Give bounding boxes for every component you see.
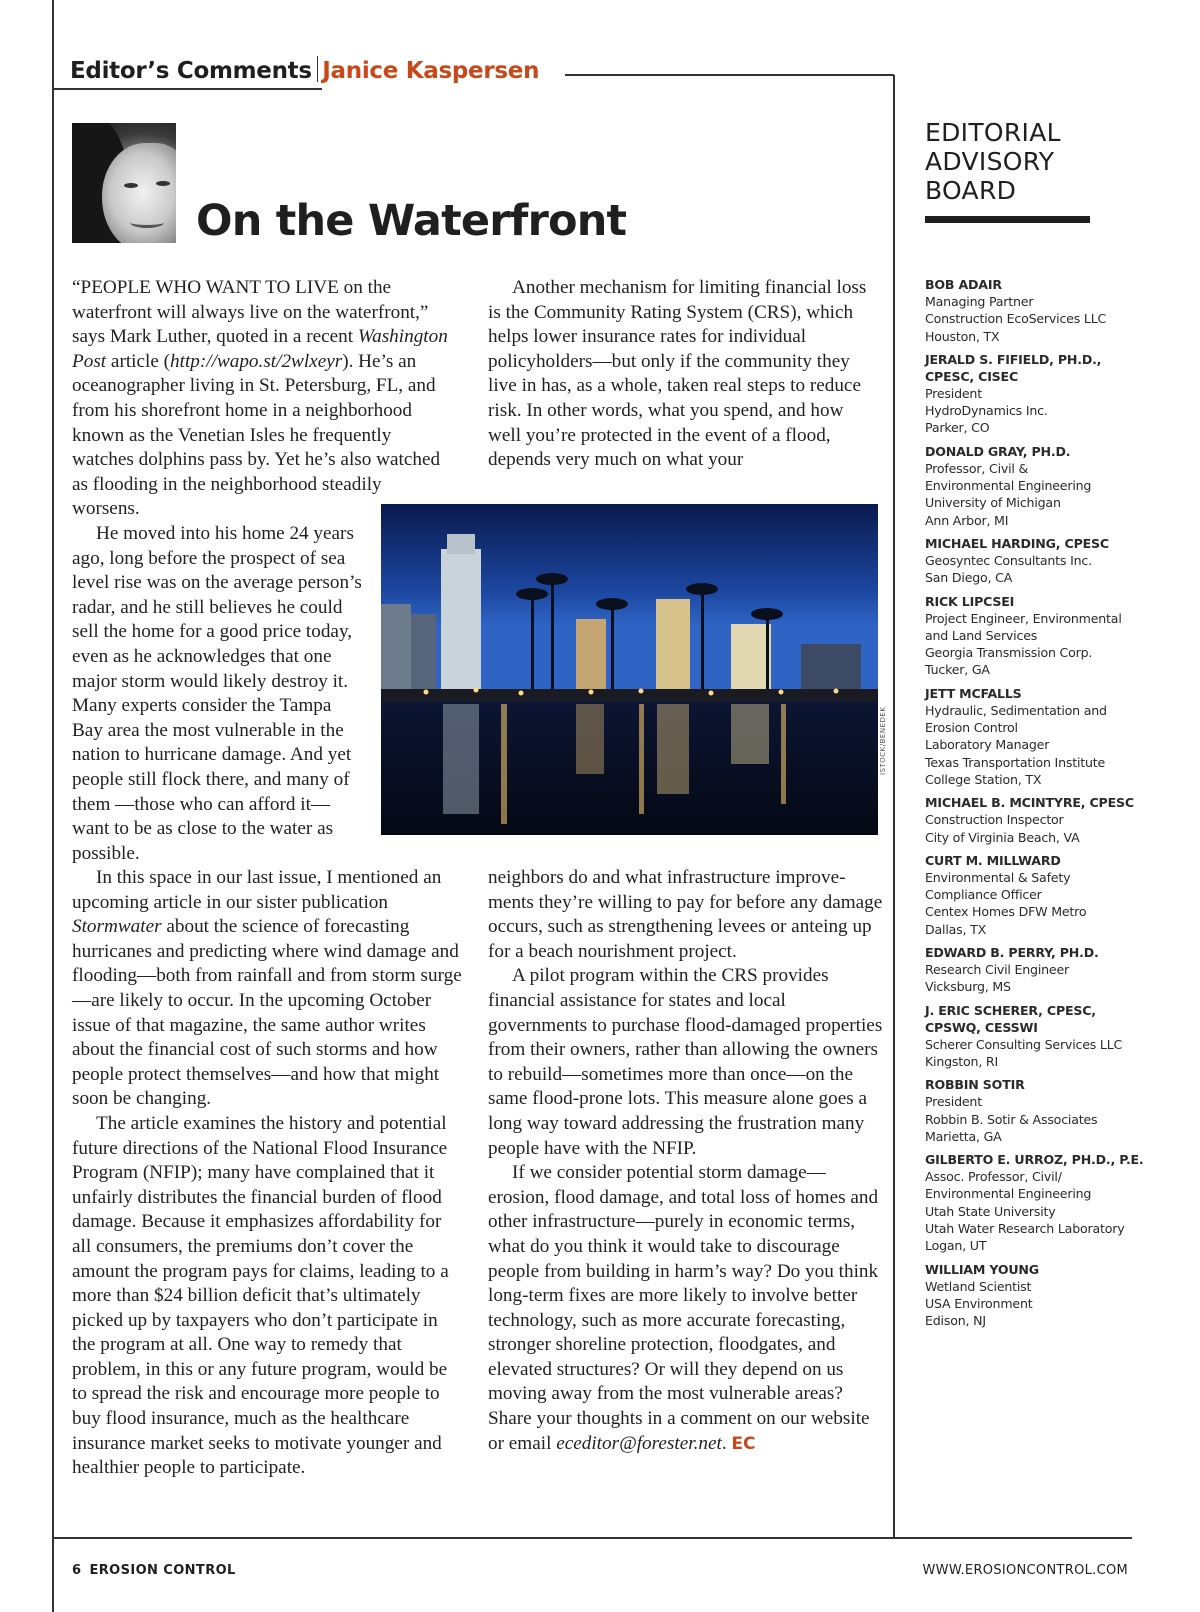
board-member-detail: Edison, NJ: [925, 1313, 986, 1329]
board-member-name: BOB ADAIR: [925, 277, 1002, 292]
board-title-rule: [925, 216, 1090, 223]
board-member-name: DONALD GRAY, PH.D.: [925, 443, 1071, 459]
photo-credit: ISTOCK/BENEDEK: [879, 706, 887, 775]
footer-website[interactable]: WWW.EROSIONCONTROL.COM: [922, 1563, 1128, 1578]
waterfront-skyline-illustration: [381, 504, 878, 835]
author-photo-eye: [124, 183, 138, 188]
board-member-name: GILBERTO E. URROZ, PH.D., P.E.: [925, 1152, 1144, 1168]
text-run: article (: [106, 350, 171, 372]
publication-name: EROSION CONTROL: [89, 1563, 236, 1578]
board-member: [925, 944, 1170, 996]
board-member-detail: Texas Transportation Institute: [925, 754, 1106, 770]
board-member-detail: Environmental Engineering: [925, 1186, 1092, 1202]
board-member: [925, 794, 1170, 846]
board-member-detail: Kingston, RI: [925, 1053, 998, 1069]
board-member-detail: Compliance Officer: [925, 887, 1042, 903]
board-member-name: MICHAEL B. MCINTYRE, CPESC: [925, 795, 1134, 811]
article-paragraph: [72, 276, 452, 522]
text-run: In this space in our last issue, I mentioned an upcoming article in our sister publication: [72, 867, 442, 913]
board-member-name: ROBBIN SOTIR: [925, 1077, 1025, 1093]
board-member-detail: and Land Services: [925, 627, 1038, 643]
board-member: [925, 1076, 1170, 1145]
footer-rule: [52, 1537, 1132, 1539]
board-member-detail: Research Civil Engineer: [925, 962, 1070, 978]
board-member-detail: Geosyntec Consultants Inc.: [925, 552, 1092, 568]
board-member-detail: President: [925, 385, 982, 401]
board-member: [925, 443, 1170, 529]
board-member-detail: Scherer Consulting Services LLC: [925, 1036, 1123, 1052]
left-rule: [52, 0, 54, 1612]
article-paragraph: neighbors do and what infrastructure improvements they’re willing to pay for before any damage occurs, such as strengthening levees or anteing up for a beach nourishment project.: [488, 867, 883, 962]
board-member: [925, 685, 1170, 788]
board-member-detail: Construction Inspector: [925, 812, 1064, 828]
article-link[interactable]: http://wapo.st/2wlxeyr: [170, 350, 343, 372]
article-paragraph: Another mechanism for limiting financial loss is the Community Rating System (CRS), which helps lower insurance rates for individual policyholders—but only if the community they live in has, as a whole, taken real steps to reduce risk. In other words, what you spend, and how well you’re protected in the event of a flood, depends very much on what your: [488, 277, 867, 471]
board-member-detail: Laboratory Manager: [925, 737, 1050, 753]
board-member-name: J. ERIC SCHERER, CPESC,: [925, 1002, 1096, 1018]
board-member-name: JETT MCFALLS: [925, 685, 1022, 701]
article-col1-middle: [72, 522, 362, 866]
article-paragraph: He moved into his home 24 years ago, long before the prospect of sea level rise was on the average person’s radar, and he still believes he could sell the home for a good price today, even as he acknowledges that one major storm would likely destroy it. Many experts consider the Tampa Bay area the most vulnerable in the nation to hurricane damage. And yet people still flock there, and many of them —those who can afford it—want to be as close to the water as possible.: [72, 523, 362, 864]
author-photo-mouth: [130, 217, 164, 228]
board-member-detail: San Diego, CA: [925, 570, 1013, 586]
board-member: [925, 276, 1170, 345]
board-member-name: CURT M. MILLWARD: [925, 852, 1061, 868]
board-member-detail: Utah Water Research Laboratory: [925, 1220, 1125, 1236]
text-run: ). He’s an oceanographer living in St. Petersburg, FL, and from his shorefront home in a neighborhood known as the Venetian Isles he frequently watches dolphins pass by. Yet he’s also watched as flooding in the neighborhood steadily worsens.: [72, 350, 441, 520]
board-member-detail: Professor, Civil &: [925, 460, 1029, 476]
author-photo-eye: [156, 181, 170, 186]
board-member: [925, 1002, 1170, 1071]
article-col2-bottom: [488, 866, 883, 1456]
board-member-detail: Environmental & Safety: [925, 869, 1071, 885]
board-member-detail: Centex Homes DFW Metro: [925, 904, 1087, 920]
board-member-name: RICK LIPCSEI: [925, 593, 1015, 609]
article-col1-bottom: [72, 866, 462, 1481]
article-col2-top: [488, 276, 878, 473]
page-number: 6: [72, 1563, 82, 1578]
board-title-line: ADVISORY: [925, 147, 1055, 176]
publication-name: Stormwater: [72, 916, 162, 938]
text-run: “PEOPLE WHO WANT TO LIVE on the waterfront will always live on the waterfront,” says Mark Luther, quoted in a recent: [72, 277, 429, 348]
board-member-list: [925, 276, 1170, 1335]
article-paragraph: [488, 1161, 883, 1456]
board-member-detail: Wetland Scientist: [925, 1278, 1032, 1294]
article-title: On the Waterfront: [196, 196, 627, 246]
text-run: about the science of forecasting hurricanes and predicting where wind damage and flooding—both from rainfall and from storm surge—are likely to occur. In the upcoming October issue of that magazine, the same author writes about the financial cost of such storms and how people protect themselves—and how that might soon be changing.: [72, 916, 462, 1110]
article-paragraph: The article examines the history and potential future directions of the National Flood Insurance Program (NFIP); many have complained that it unfairly distributes the financial burden of flood damage. Because it emphasizes affordability for all consumers, the premiums don’t cover the amount the program pays for claims, leading to a more than $24 billion deficit that’s ultimately picked up by taxpayers who don’t participate in the program at all. One way to remedy that problem, in this or any future program, would be to spread the risk and encourage more people to buy flood insurance, much as the healthcare insurance market seeks to motivate younger and healthier people to participate.: [72, 1112, 449, 1479]
board-member-detail: Dallas, TX: [925, 921, 987, 937]
author-name: Janice Kaspersen: [322, 58, 540, 84]
board-member-name: JERALD S. FIFIELD, PH.D.,: [925, 351, 1102, 367]
board-member-name: EDWARD B. PERRY, PH.D.: [925, 945, 1099, 961]
board-member-detail: Ann Arbor, MI: [925, 512, 1009, 528]
author-photo: [72, 123, 176, 243]
text-run: If we consider potential storm damage—erosion, flood damage, and total loss of homes and other infrastructure—purely in economic terms, what do you think it would take to discourage people from building in harm’s way? Do you think long-term fixes are more likely to involve better technology, such as more accurate forecasting, stronger shoreline protection, floodgates, and elevated structures? Or will they depend on us moving away from the most vulnerable areas? Share your thoughts in a comment on our website or email: [488, 1162, 879, 1454]
board-member-detail: Erosion Control: [925, 720, 1018, 736]
board-member: [925, 593, 1170, 679]
board-member-detail: Project Engineer, Environmental: [925, 610, 1122, 626]
board-member-detail: Construction EcoServices LLC: [925, 311, 1107, 327]
board-member-detail: Robbin B. Sotir & Associates: [925, 1111, 1098, 1127]
board-member-detail: Logan, UT: [925, 1238, 987, 1254]
article-col1-top: [72, 276, 452, 522]
waterfront-photo: [381, 504, 878, 835]
board-member-detail: Hydraulic, Sedimentation and: [925, 702, 1107, 718]
board-member-name: CPESC, CISEC: [925, 368, 1019, 384]
board-member-detail: HydroDynamics Inc.: [925, 403, 1048, 419]
board-member: [925, 351, 1170, 437]
footer-folio: [72, 1563, 236, 1578]
board-member-detail: Utah State University: [925, 1203, 1056, 1219]
header-rule-right: [565, 74, 894, 76]
header-rule-left: [52, 88, 322, 90]
board-member-detail: Parker, CO: [925, 420, 990, 436]
text-run: .: [721, 1432, 727, 1454]
board-member-detail: USA Environment: [925, 1295, 1033, 1311]
board-member-name: WILLIAM YOUNG: [925, 1261, 1039, 1277]
board-member-detail: President: [925, 1094, 982, 1110]
board-member-detail: Marietta, GA: [925, 1128, 1002, 1144]
board-member: [925, 535, 1170, 587]
board-member-detail: University of Michigan: [925, 495, 1061, 511]
board-title-line: EDITORIAL: [925, 118, 1061, 147]
page-header: [70, 56, 539, 84]
board-member: [925, 852, 1170, 938]
publication-name: Washington Post: [72, 326, 448, 372]
board-member-detail: Environmental Engineering: [925, 478, 1092, 494]
board-member-name: CPSWQ, CESSWI: [925, 1019, 1038, 1035]
board-member-detail: Houston, TX: [925, 328, 1000, 344]
board-member: [925, 1151, 1170, 1254]
board-member-detail: Managing Partner: [925, 294, 1034, 309]
editor-email-link[interactable]: eceditor@forester.net: [556, 1432, 722, 1454]
board-member-detail: Assoc. Professor, Civil/: [925, 1169, 1062, 1185]
column-divider: [893, 75, 895, 1537]
board-member-name: MICHAEL HARDING, CPESC: [925, 535, 1109, 551]
article-paragraph: A pilot program within the CRS provides financial assistance for states and local governments to purchase flood-damaged properties from their owners, rather than allowing the owners to rebuild—sometimes more than once—on the same flood-prone lots. This measure alone goes a long way toward addressing the frustration many people have with the NFIP.: [488, 965, 883, 1159]
board-member-detail: Tucker, GA: [925, 662, 990, 678]
board-member-detail: College Station, TX: [925, 771, 1042, 787]
article-paragraph: [72, 866, 462, 1112]
header-separator: [317, 56, 319, 82]
board-member-detail: Vicksburg, MS: [925, 979, 1011, 995]
section-name: Editor’s Comments: [70, 58, 312, 84]
board-member: [925, 1261, 1170, 1330]
board-member-detail: City of Virginia Beach, VA: [925, 829, 1080, 845]
board-member-detail: Georgia Transmission Corp.: [925, 645, 1093, 661]
end-mark: EC: [731, 1433, 756, 1454]
board-title: [925, 118, 1125, 205]
board-title-line: BOARD: [925, 176, 1017, 205]
